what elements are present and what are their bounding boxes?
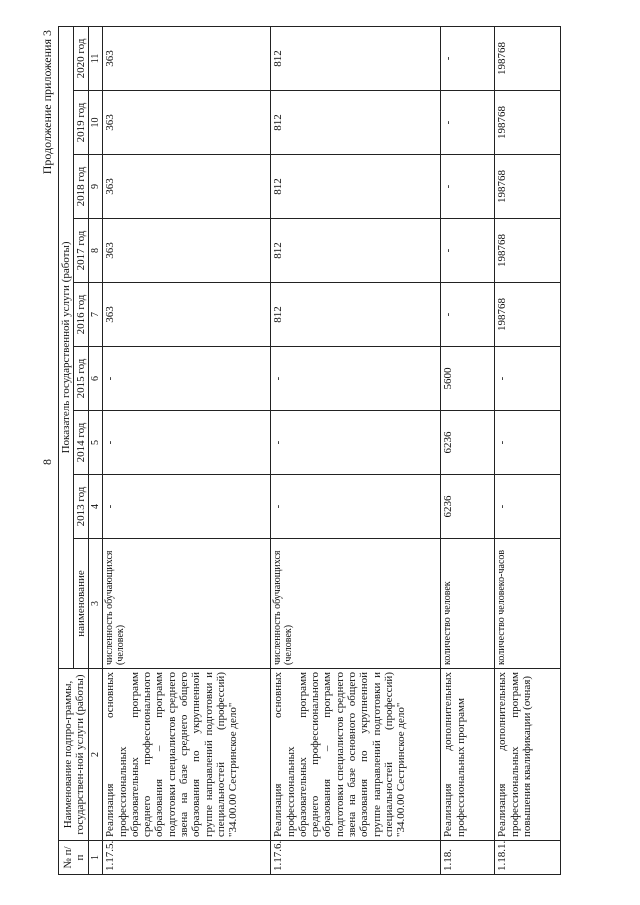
row-value: -: [441, 26, 495, 90]
table-row: [103, 26, 271, 874]
column-number: 7: [89, 283, 103, 347]
header-year: 2017 год: [74, 219, 89, 283]
header-indicator-group: Показатель государственной услуги (работы): [59, 26, 74, 668]
column-number-row: [89, 26, 103, 874]
row-value: 6236: [441, 411, 495, 475]
row-value: -: [441, 91, 495, 155]
row-value: 363: [103, 91, 271, 155]
row-name: Реализация дополнительных профессиональных программ: [441, 669, 495, 841]
row-value: -: [103, 347, 271, 411]
header-year: 2013 год: [74, 475, 89, 539]
column-number: 2: [89, 669, 103, 841]
row-num: 1.18.1.: [495, 841, 561, 875]
table-row: [495, 26, 561, 874]
row-value: -: [103, 411, 271, 475]
table-row: [441, 26, 495, 874]
row-num: 1.17.6.: [271, 841, 441, 875]
row-indicator: количество человеко-часов: [495, 539, 561, 669]
row-value: -: [495, 347, 561, 411]
row-value: 198768: [495, 26, 561, 90]
row-value: -: [495, 475, 561, 539]
row-value: 363: [103, 219, 271, 283]
header-year: 2014 год: [74, 411, 89, 475]
column-number: 8: [89, 219, 103, 283]
header-year: 2015 год: [74, 347, 89, 411]
column-number: 5: [89, 411, 103, 475]
row-num: 1.17.5.: [103, 841, 271, 875]
header-year: 2019 год: [74, 91, 89, 155]
column-number: 9: [89, 155, 103, 219]
row-value: 812: [271, 219, 441, 283]
row-value: 5600: [441, 347, 495, 411]
row-value: -: [271, 475, 441, 539]
column-number: 4: [89, 475, 103, 539]
row-value: 363: [103, 283, 271, 347]
column-number: 1: [89, 841, 103, 875]
row-value: 198768: [495, 219, 561, 283]
row-value: -: [441, 283, 495, 347]
row-value: 812: [271, 155, 441, 219]
header-row-1: [59, 26, 74, 874]
column-number: 6: [89, 347, 103, 411]
header-year: 2016 год: [74, 283, 89, 347]
header-year: 2020 год: [74, 26, 89, 90]
column-number: 3: [89, 539, 103, 669]
row-value: -: [271, 347, 441, 411]
row-value: 812: [271, 283, 441, 347]
row-indicator: численность обучающихся (человек): [271, 539, 441, 669]
row-name: Реализация основных профессиональных образовательных программ среднего профессионального образования – программ подготовки специалистов среднего звена на базе среднего общего образования по укрупненной группе направлений подготовки и специальностей (профессий) "34.00.00 Сестринское дело": [103, 669, 271, 841]
header-num: № п/п: [59, 841, 89, 875]
continuation-label: Продолжение приложения 3: [40, 30, 54, 175]
row-value: -: [271, 411, 441, 475]
row-num: 1.18.: [441, 841, 495, 875]
header-indicator-name: наименование: [74, 539, 89, 669]
column-number: 11: [89, 26, 103, 90]
row-indicator: численность обучающихся (человек): [103, 539, 271, 669]
row-value: -: [441, 219, 495, 283]
header-name: Наименование подпро-граммы, государствен-ной услуги (работы): [59, 669, 89, 841]
row-value: -: [103, 475, 271, 539]
column-number: 10: [89, 91, 103, 155]
row-value: 198768: [495, 91, 561, 155]
row-name: Реализация основных профессиональных образовательных программ среднего профессионального образования – программ подготовки специалистов среднего звена на базе основного общего образования по укрупненной группе направлений подготовки и специальностей (профессий) "34.00.00 Сестринское дело": [271, 669, 441, 841]
row-name: Реализация дополнительных профессиональных программ повышения квалификации (очная): [495, 669, 561, 841]
row-value: 812: [271, 26, 441, 90]
row-value: 363: [103, 26, 271, 90]
row-indicator: количество человек: [441, 539, 495, 669]
page-number: 8: [40, 459, 54, 465]
indicator-table: [58, 26, 561, 875]
row-value: 812: [271, 91, 441, 155]
table-row: [271, 26, 441, 874]
row-value: -: [495, 411, 561, 475]
row-value: -: [441, 155, 495, 219]
row-value: 363: [103, 155, 271, 219]
row-value: 198768: [495, 155, 561, 219]
header-year: 2018 год: [74, 155, 89, 219]
row-value: 6236: [441, 475, 495, 539]
row-value: 198768: [495, 283, 561, 347]
